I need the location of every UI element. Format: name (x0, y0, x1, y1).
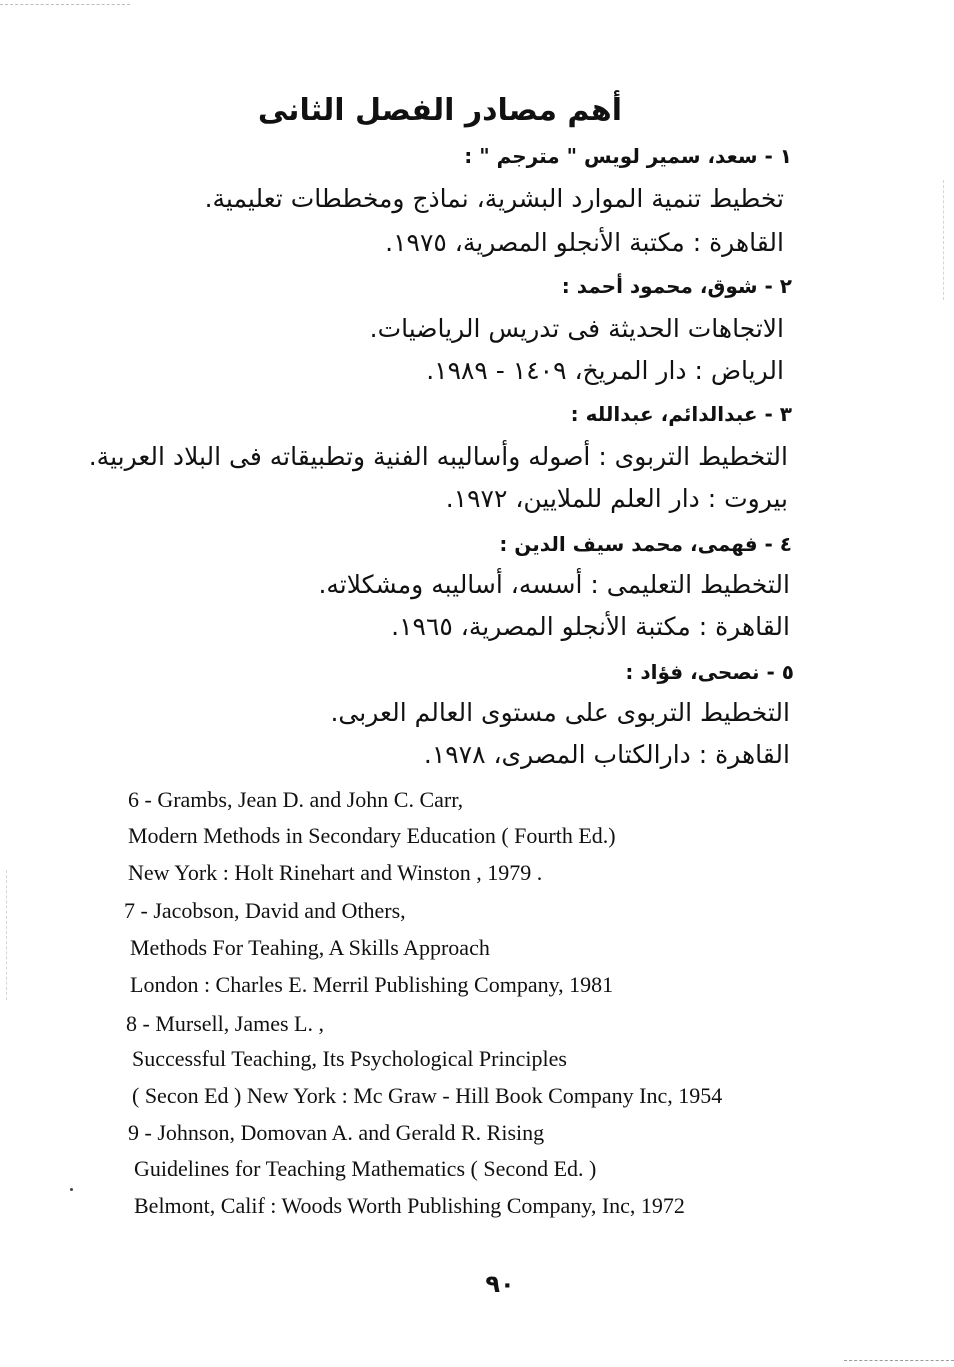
ref-3-author: ٣ - عبدالدائم، عبدالله : (570, 402, 792, 426)
scan-edge-right (943, 180, 944, 300)
page-number: ٩٠ (485, 1270, 515, 1298)
ref-5-publisher: القاهرة : دارالكتاب المصرى، ١٩٧٨. (423, 740, 790, 769)
ref-4-title: التخطيط التعليمى : أسسه، أساليبه ومشكلاته. (318, 570, 790, 599)
ref-6-publisher: New York : Holt Rinehart and Winston , 1979 . (128, 860, 543, 885)
ref-8-author: 8 - Mursell, James L. , (126, 1011, 324, 1036)
ref-9-publisher: Belmont, Calif : Woods Worth Publishing Company, Inc, 1972 (134, 1193, 685, 1218)
ref-6-title: Modern Methods in Secondary Education ( Fourth Ed.) (128, 823, 616, 848)
ref-9-author: 9 - Johnson, Domovan A. and Gerald R. Rising (128, 1120, 545, 1145)
ref-6-author: 6 - Grambs, Jean D. and John C. Carr, (128, 787, 464, 812)
ref-4-publisher: القاهرة : مكتبة الأنجلو المصرية، ١٩٦٥. (391, 612, 790, 641)
scan-edge-top (0, 4, 130, 5)
ref-7-title: Methods For Teahing, A Skills Approach (130, 935, 490, 960)
ref-2-publisher: الرياض : دار المريخ، ١٤٠٩ - ١٩٨٩. (426, 356, 784, 385)
page-title: أهم مصادر الفصل الثانى (257, 93, 622, 128)
scan-edge-left (6, 870, 7, 1000)
ref-1-title: تخطيط تنمية الموارد البشرية، نماذج ومخططات تعليمية. (204, 184, 784, 213)
ref-2-title: الاتجاهات الحديثة فى تدريس الرياضيات. (369, 314, 784, 343)
scan-speck (70, 1188, 73, 1191)
ref-2-author: ٢ - شوق، محمود أحمد : (561, 274, 792, 298)
ref-4-author: ٤ - فهمى، محمد سيف الدين : (499, 532, 792, 556)
ref-9-title: Guidelines for Teaching Mathematics ( Second Ed. ) (134, 1156, 597, 1181)
scan-edge-bottom (844, 1360, 954, 1361)
ref-5-title: التخطيط التربوى على مستوى العالم العربى. (330, 698, 790, 727)
ref-3-title: التخطيط التربوى : أصوله وأساليبه الفنية وتطبيقاته فى البلاد العربية. (88, 442, 788, 471)
ref-7-publisher: London : Charles E. Merril Publishing Company, 1981 (130, 972, 614, 997)
ref-1-publisher: القاهرة : مكتبة الأنجلو المصرية، ١٩٧٥. (385, 228, 784, 257)
ref-8-publisher: ( Secon Ed ) New York : Mc Graw - Hill Book Company Inc, 1954 (132, 1083, 723, 1108)
ref-7-author: 7 - Jacobson, David and Others, (124, 898, 406, 923)
ref-5-author: ٥ - نصحى، فؤاد : (625, 660, 794, 684)
ref-8-title: Successful Teaching, Its Psychological Principles (132, 1046, 567, 1071)
ref-1-author: ١ - سعد، سمير لويس " مترجم " : (464, 144, 792, 168)
ref-3-publisher: بيروت : دار العلم للملايين، ١٩٧٢. (445, 484, 788, 513)
